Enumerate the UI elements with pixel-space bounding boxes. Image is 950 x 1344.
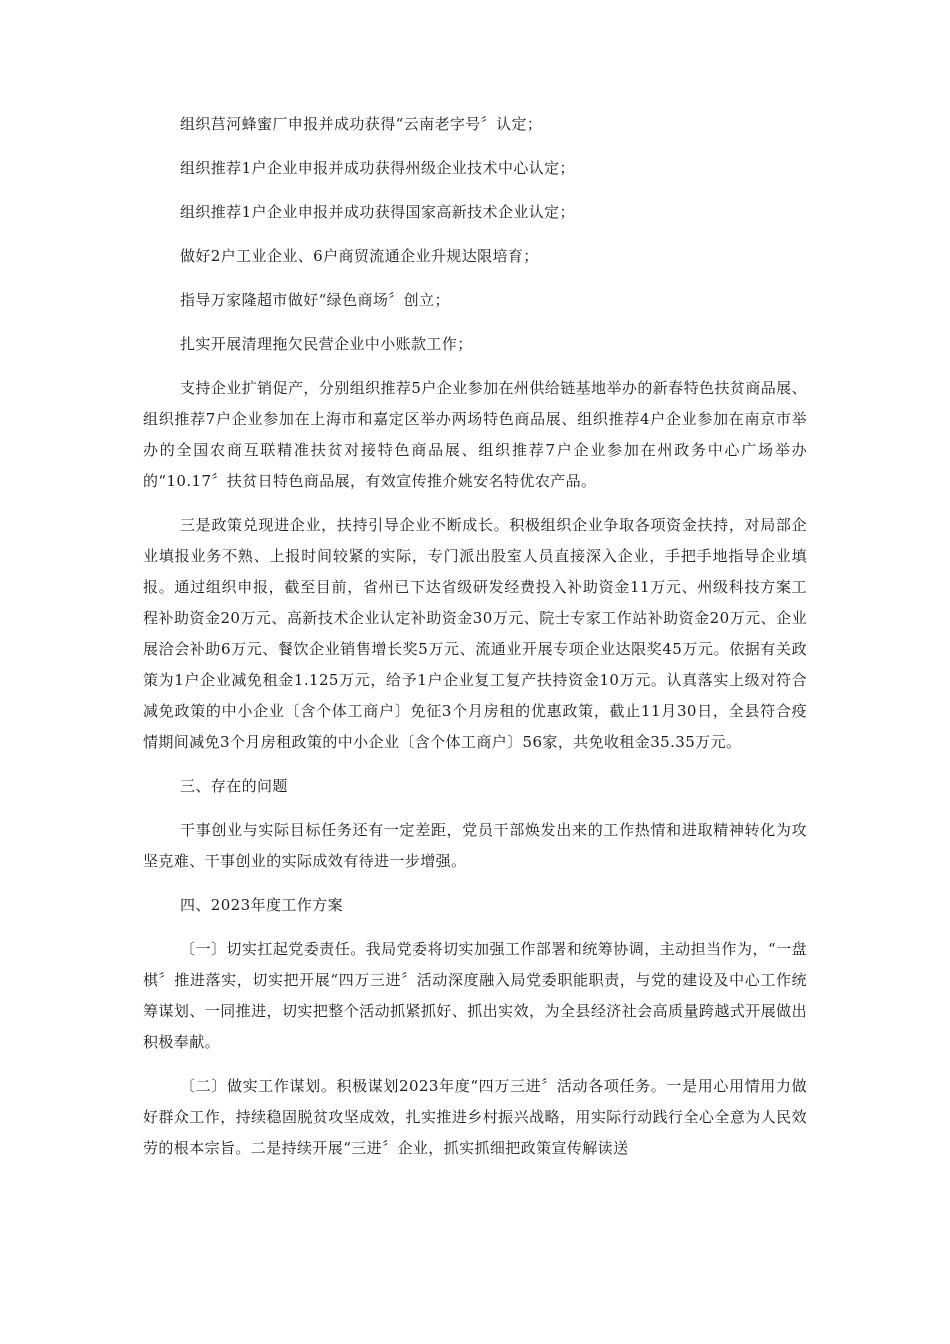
paragraph: 扎实开展清理拖欠民营企业中小账款工作；	[180, 335, 473, 353]
paragraph: 〔一〕切实扛起党委责任。我局党委将切实加强工作部署和统筹协调，主动担当作为，“一盘棋〞推进落实，切实把开展“四万三进〞活动深度融入局党委职能职责，与党的建设及中心工作统筹谋划、一同推进，切实把整个活动抓紧抓好、抓出实效，为全县经济社会高质量跨越式开展做出积极奉献。	[143, 940, 807, 1051]
paragraph: 支持企业扩销促产，分别组织推荐5户企业参加在州供给链基地举办的新春特色扶贫商品展、组织推荐7户企业参加在上海市和嘉定区举办两场特色商品展、组织推荐4户企业参加在南京市举办的全国农商互联精准扶贫对接特色商品展、组织推荐7户企业参加在州政务中心广场举办的“10.17〞扶贫日特色商品展，有效宣传推介姚安名特优农产品。	[143, 379, 807, 490]
section-heading: 三、存在的问题	[180, 777, 288, 795]
paragraph: 组织推荐1户企业申报并成功获得州级企业技术中心认定；	[180, 159, 575, 177]
paragraph: 〔二〕做实工作谋划。积极谋划2023年度“四万三进〞活动各项任务。一是用心用情用力做好群众工作，持续稳固脱贫攻坚成效，扎实推进乡村振兴战略，用实际行动践行全心全意为人民效劳的根本宗旨。二是持续开展“三进〞企业，抓实抓细把政策宣传解读送	[143, 1077, 807, 1157]
document-body	[143, 109, 807, 1177]
paragraph: 组织推荐1户企业申报并成功获得国家高新技术企业认定；	[180, 203, 575, 221]
section-heading: 四、2023年度工作方案	[180, 896, 343, 914]
paragraph: 组织莒河蜂蜜厂申报并成功获得“云南老字号〞认定；	[180, 115, 543, 133]
paragraph: 干事创业与实际目标任务还有一定差距，党员干部焕发出来的工作热情和进取精神转化为攻坚克难、干事创业的实际成效有待进一步增强。	[143, 821, 807, 870]
paragraph: 做好2户工业企业、6户商贸流通企业升规达限培育；	[180, 247, 539, 265]
paragraph: 三是政策兑现进企业，扶持引导企业不断成长。积极组织企业争取各项资金扶持，对局部企业填报业务不熟、上报时间较紧的实际，专门派出股室人员直接深入企业，手把手地指导企业填报。通过组织申报，截至目前，省州已下达省级研发经费投入补助资金11万元、州级科技方案工程补助资金20万元、高新技术企业认定补助资金30万元、院士专家工作站补助资金20万元、企业展洽会补助6万元、餐饮企业销售增长奖5万元、流通业开展专项企业达限奖45万元。依据有关政策为1户企业减免租金1.125万元，给予1户企业复工复产扶持资金10万元。认真落实上级对符合减免政策的中小企业〔含个体工商户〕免征3个月房租的优惠政策，截止11月30日，全县符合疫情期间减免3个月房租政策的中小企业〔含个体工商户〕56家，共免收租金35.35万元。	[143, 516, 807, 751]
paragraph: 指导万家隆超市做好“绿色商场〞创立；	[180, 291, 450, 309]
